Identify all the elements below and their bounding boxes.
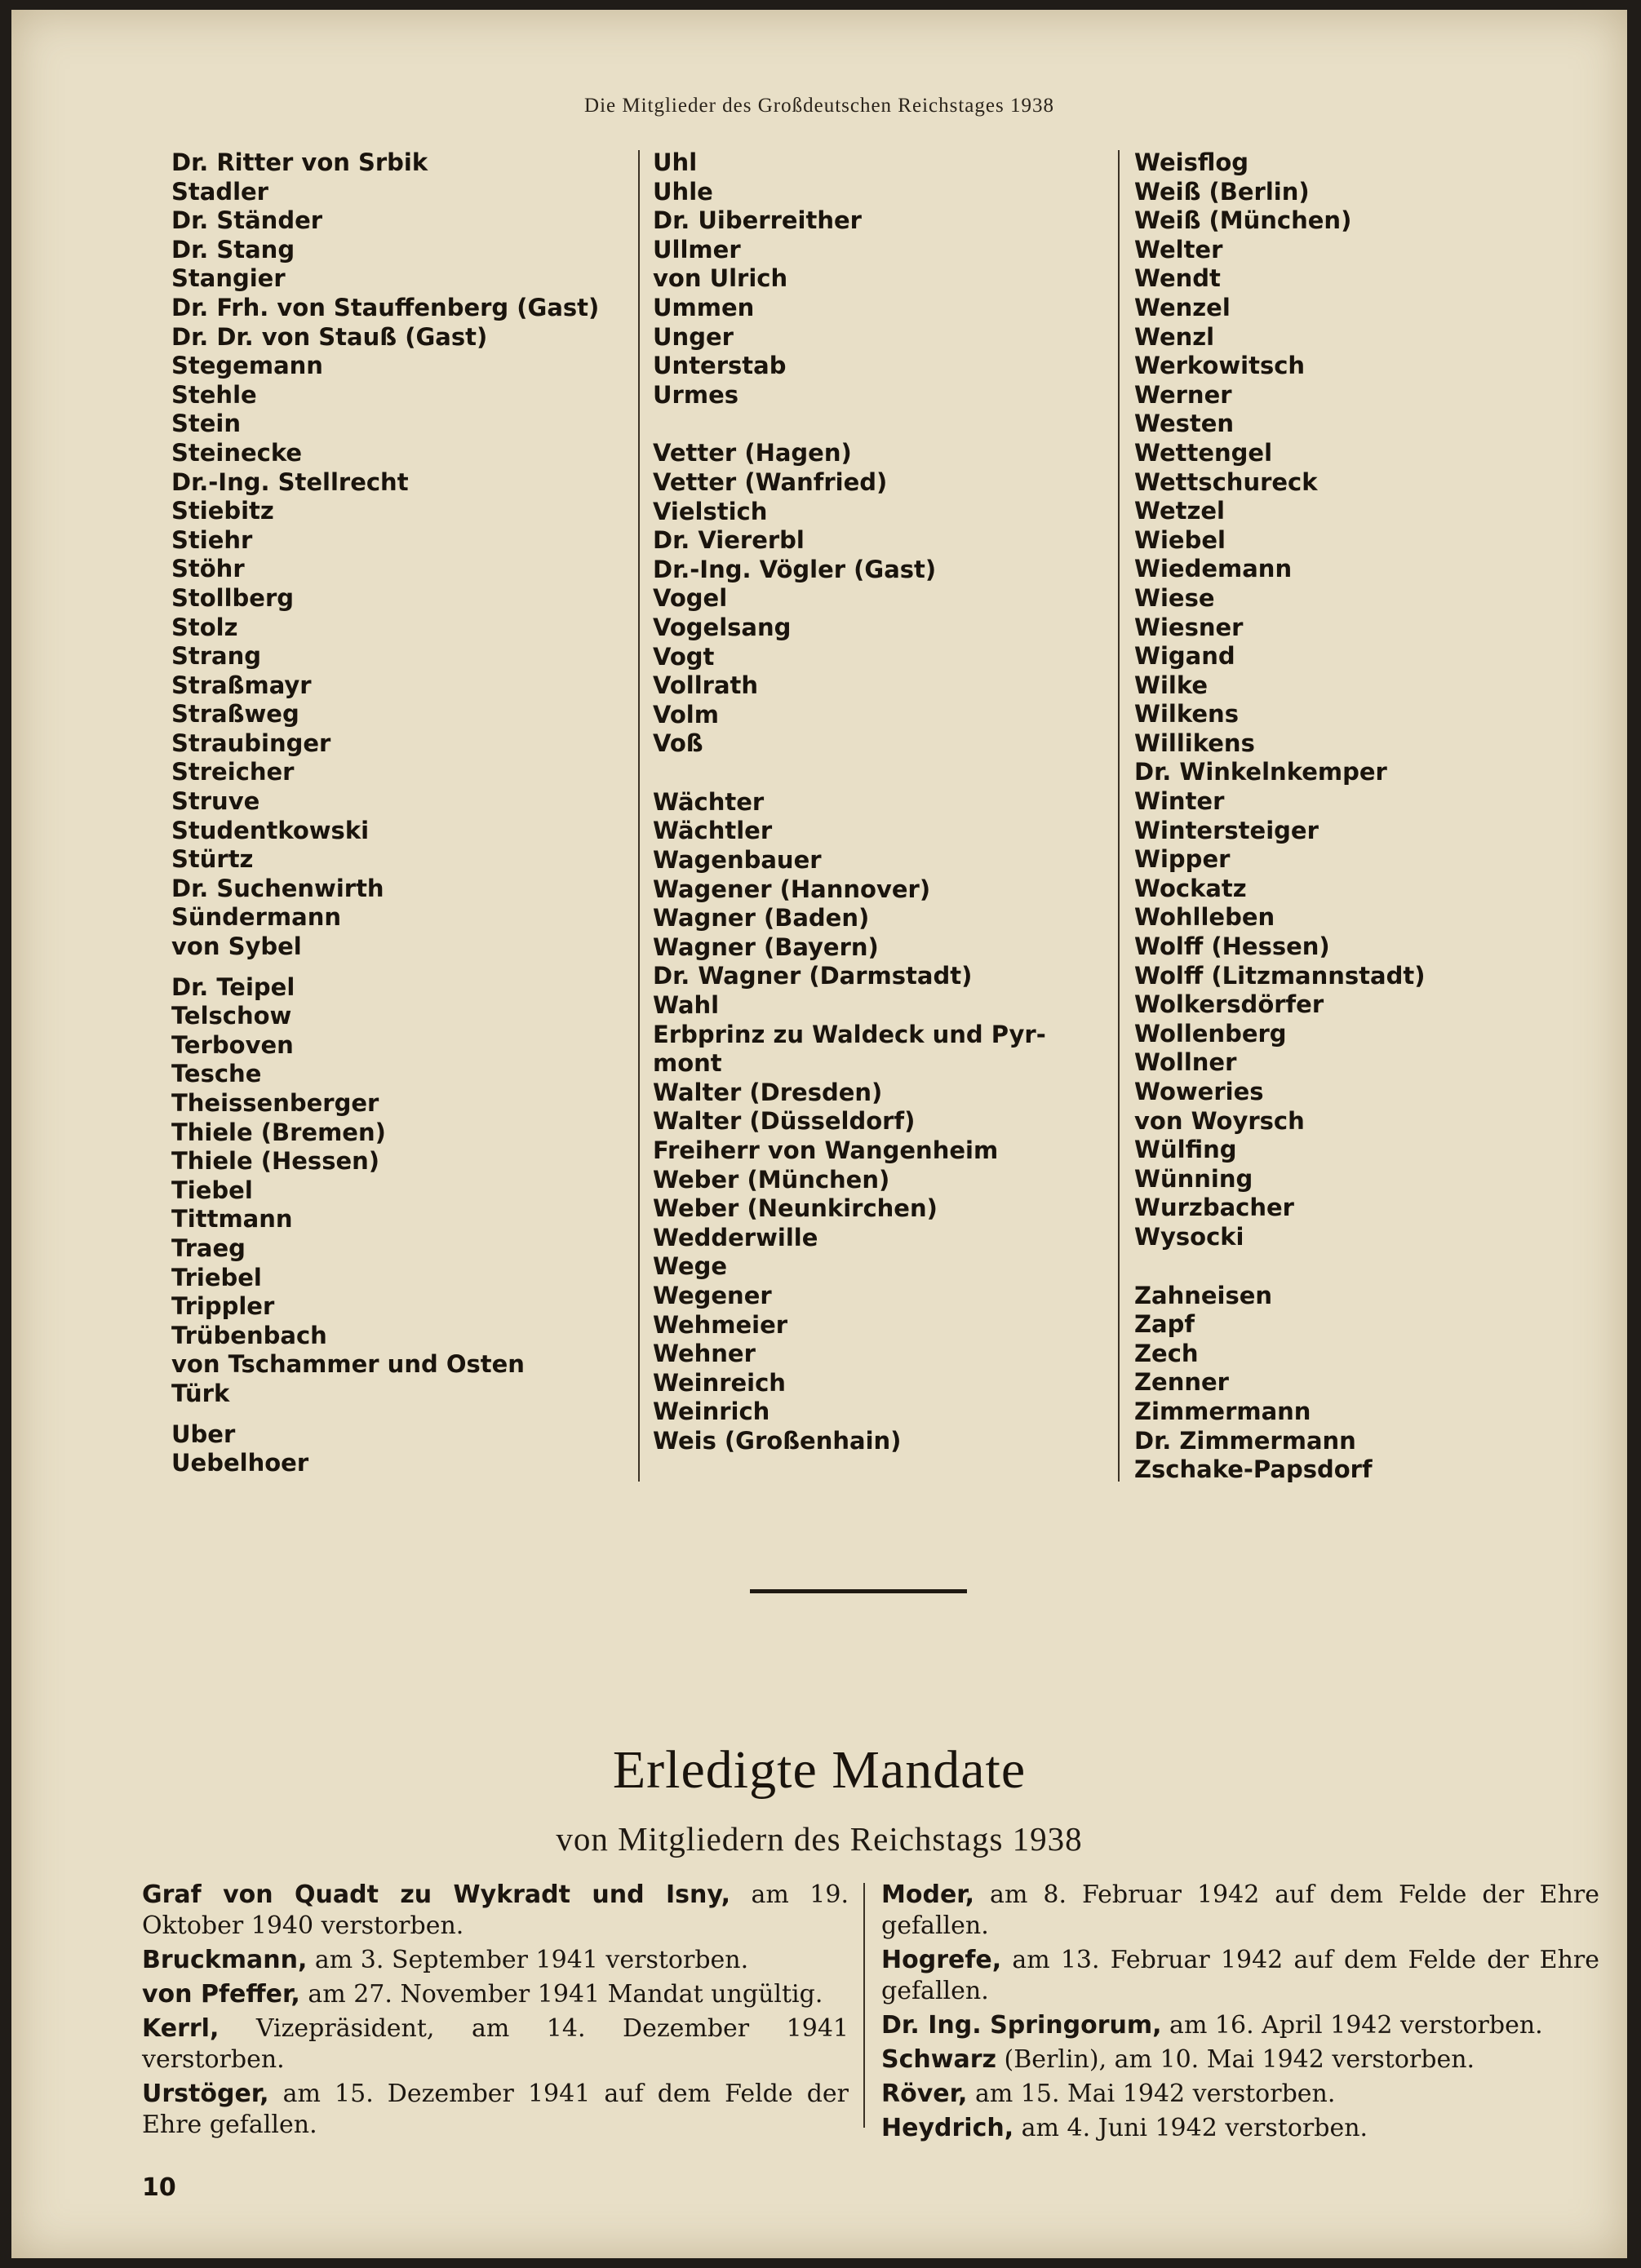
member-name: Kerrl, xyxy=(142,2014,220,2043)
member-name: Dr. Dr. von Stauß (Gast) xyxy=(171,322,488,351)
member-name: Theissenberger xyxy=(171,1089,379,1117)
member-name: Uebelhoer xyxy=(171,1449,309,1477)
member-name: Stolz xyxy=(171,613,238,641)
column-gap xyxy=(171,962,628,973)
member-name: Walter (Dresden) xyxy=(653,1078,883,1106)
mandate-note: Vizepräsident, am 14. Dezember 1941 verstorben. xyxy=(142,2014,849,2074)
member-name: Voß xyxy=(653,729,703,758)
members-column-2 xyxy=(653,148,1110,1456)
member-name: Welter xyxy=(1134,235,1223,264)
member-name: Straubinger xyxy=(171,729,331,757)
member-name: Bruckmann, xyxy=(142,1946,308,1974)
member-name: Weber (München) xyxy=(653,1165,890,1194)
member-name: Dr. Viererbl xyxy=(653,526,805,555)
member-name: Zenner xyxy=(1134,1368,1229,1397)
member-name: Vogel xyxy=(653,584,728,613)
mandate-entries-right xyxy=(881,1880,1599,2147)
member-name: Graf von Quadt zu Wykradt und Isny, xyxy=(142,1880,730,1909)
member-name: Wintersteiger xyxy=(1134,816,1319,844)
member-name: Wendt xyxy=(1134,264,1221,293)
member-name: Stiehr xyxy=(171,525,253,554)
mandate-entries-left xyxy=(142,1880,849,2144)
member-name: Röver, xyxy=(881,2080,968,2108)
member-name: Wahl xyxy=(653,991,720,1020)
member-name: Wockatz xyxy=(1134,874,1247,902)
member-name: Wegener xyxy=(653,1281,772,1309)
mandate-note: (Berlin), am 10. Mai 1942 verstorben. xyxy=(996,2045,1475,2074)
member-name: Dr.-Ing. Vögler (Gast) xyxy=(653,555,937,583)
member-name: Terboven xyxy=(171,1030,294,1059)
member-name: Wagenbauer xyxy=(653,846,822,875)
member-name: Werkowitsch xyxy=(1134,352,1306,380)
member-name: Wagner (Bayern) xyxy=(653,932,879,961)
member-name: Stadler xyxy=(171,177,268,206)
member-name: Wolkersdörfer xyxy=(1134,990,1324,1019)
member-name: Uber xyxy=(171,1420,236,1448)
member-name: Wenzel xyxy=(1134,293,1231,321)
member-name: Straßmayr xyxy=(171,671,312,699)
member-name: Dr. Suchenwirth xyxy=(171,874,384,902)
member-name: von Ulrich xyxy=(653,264,788,293)
member-name: Sündermann xyxy=(171,903,341,932)
member-name: Vollrath xyxy=(653,671,759,700)
member-name: Wiese xyxy=(1134,583,1215,612)
member-name: Dr. Teipel xyxy=(171,972,295,1001)
mandate-note: am 3. September 1941 verstorben. xyxy=(307,1946,749,1974)
member-name: Wysocki xyxy=(1134,1222,1244,1251)
member-name: Wächtler xyxy=(653,817,773,845)
member-name: Wolff (Litzmannstadt) xyxy=(1134,961,1426,990)
member-name: Wohlleben xyxy=(1134,903,1275,932)
column-divider-1 xyxy=(638,150,640,1482)
member-name: Wünning xyxy=(1134,1164,1253,1193)
member-name: Thiele (Bremen) xyxy=(171,1118,386,1146)
page-number: 10 xyxy=(142,2173,176,2202)
member-name: Dr. Uiberreither xyxy=(653,206,862,235)
running-head: Die Mitglieder des Großdeutschen Reichstages 1938 xyxy=(584,95,1054,117)
member-name: Zimmermann xyxy=(1134,1397,1311,1425)
member-name: Unger xyxy=(653,322,734,351)
member-name: Wächter xyxy=(653,787,765,816)
member-name: Stegemann xyxy=(171,352,323,380)
member-name: Streicher xyxy=(171,758,295,786)
member-name: Vielstich xyxy=(653,497,768,525)
member-name: Urmes xyxy=(653,380,738,409)
member-name: Winter xyxy=(1134,787,1225,816)
member-name: Tesche xyxy=(171,1060,262,1088)
member-name: Wipper xyxy=(1134,845,1231,874)
member-name: von Tschammer und Osten xyxy=(171,1350,525,1379)
member-name: Woweries xyxy=(1134,1078,1264,1105)
member-name: Telschow xyxy=(171,1002,292,1030)
mandate-note: am 8. Februar 1942 auf dem Felde der Ehre gefallen. xyxy=(881,1880,1599,1940)
member-name: Uhl xyxy=(653,148,698,176)
member-name: Zech xyxy=(1134,1339,1199,1367)
member-name: Wetzel xyxy=(1134,497,1225,525)
member-name: Dr. Zimmermann xyxy=(1134,1426,1356,1455)
mandate-entry xyxy=(881,2079,1599,2110)
member-name: Wiedemann xyxy=(1134,555,1293,583)
mandate-note: am 15. Mai 1942 verstorben. xyxy=(967,2080,1336,2108)
member-name: Wehner xyxy=(653,1340,756,1368)
member-name: Strang xyxy=(171,642,262,671)
member-name: Dr.-Ing. Stellrecht xyxy=(171,467,409,496)
member-name: Wettengel xyxy=(1134,438,1273,467)
member-name: Wollenberg xyxy=(1134,1019,1287,1048)
member-name: Schwarz xyxy=(881,2045,996,2074)
member-name: Wenzl xyxy=(1134,322,1215,351)
member-name: Wehmeier xyxy=(653,1310,788,1339)
member-name: Westen xyxy=(1134,410,1235,438)
member-name: Steinecke xyxy=(171,438,303,467)
member-name: mont xyxy=(653,1049,722,1078)
member-name: Vetter (Hagen) xyxy=(653,439,852,467)
member-name: Weis (Großenhain) xyxy=(653,1426,902,1455)
mandate-note: am 15. Dezember 1941 auf dem Felde der Ehre gefallen. xyxy=(142,2080,849,2139)
member-name: Dr. Wagner (Darmstadt) xyxy=(653,962,973,990)
mandate-entry xyxy=(142,1880,849,1942)
member-name: Traeg xyxy=(171,1234,246,1262)
mandate-entry xyxy=(142,2079,849,2141)
member-name: Straßweg xyxy=(171,700,299,729)
member-name: Dr. Winkelnkemper xyxy=(1134,758,1387,786)
member-name: Stollberg xyxy=(171,583,295,612)
member-name: Zapf xyxy=(1134,1310,1195,1339)
member-name: Wolff (Hessen) xyxy=(1134,932,1330,961)
member-name: Stehle xyxy=(171,380,257,409)
member-name: Tiebel xyxy=(171,1176,253,1204)
mandate-entry xyxy=(142,2013,849,2075)
members-column-3 xyxy=(1134,148,1591,1485)
member-name: Erbprinz zu Waldeck und Pyr- xyxy=(653,1020,1046,1048)
member-name: Dr. Frh. von Stauffenberg (Gast) xyxy=(171,293,600,321)
member-name: Uhle xyxy=(653,177,713,206)
member-name: Triebel xyxy=(171,1263,262,1291)
member-name: Heydrich, xyxy=(881,2114,1014,2142)
mandate-entry xyxy=(881,1880,1599,1942)
member-name: Volm xyxy=(653,700,719,729)
member-name: Hogrefe, xyxy=(881,1946,1002,1974)
member-name: Urstöger, xyxy=(142,2080,269,2108)
member-name: Struve xyxy=(171,787,260,816)
member-name: Stiebitz xyxy=(171,497,274,525)
mandate-entry xyxy=(881,2113,1599,2144)
member-name: Wollner xyxy=(1134,1048,1237,1077)
mandate-entry xyxy=(881,1945,1599,2007)
member-name: Wurzbacher xyxy=(1134,1194,1294,1222)
member-name: Trippler xyxy=(171,1292,275,1321)
column-divider-3 xyxy=(863,1883,865,2128)
member-name: Studentkowski xyxy=(171,816,370,844)
mandate-entry xyxy=(881,2010,1599,2041)
member-name: Weber (Neunkirchen) xyxy=(653,1194,938,1223)
member-name: Unterstab xyxy=(653,352,787,380)
member-name: Stangier xyxy=(171,264,286,293)
member-name: Dr. Ritter von Srbik xyxy=(171,148,428,176)
member-name: Wilke xyxy=(1134,671,1209,699)
member-name: Wiesner xyxy=(1134,613,1244,641)
column-divider-2 xyxy=(1118,150,1120,1482)
mandate-note: am 19. Oktober 1940 verstorben. xyxy=(142,1880,849,1940)
member-name: Weinreich xyxy=(653,1368,786,1397)
section-subtitle: von Mitgliedern des Reichstags 1938 xyxy=(556,1820,1083,1858)
member-name: von Sybel xyxy=(171,932,302,961)
member-name: Wettschureck xyxy=(1134,467,1318,496)
member-name: Walter (Düsseldorf) xyxy=(653,1107,916,1136)
column-gap xyxy=(171,1409,628,1420)
member-name: Wilkens xyxy=(1134,700,1239,729)
document-page xyxy=(11,10,1627,2258)
member-name: Tittmann xyxy=(171,1205,293,1234)
members-column-1 xyxy=(171,148,628,1478)
member-name: Trübenbach xyxy=(171,1321,327,1349)
mandate-entry xyxy=(881,2044,1599,2075)
column-gap xyxy=(1134,1252,1591,1282)
member-name: Freiherr von Wangenheim xyxy=(653,1136,999,1164)
section-title: Erledigte Mandate xyxy=(612,1740,1027,1800)
member-name: Werner xyxy=(1134,380,1232,409)
member-name: Türk xyxy=(171,1379,230,1407)
member-name: Wiebel xyxy=(1134,525,1226,554)
member-name: Zschake-Papsdorf xyxy=(1134,1455,1373,1484)
member-name: Vogt xyxy=(653,642,715,671)
section-separator xyxy=(750,1589,967,1593)
member-name: Stein xyxy=(171,410,242,438)
mandate-entry xyxy=(142,1945,849,1976)
member-name: Vogelsang xyxy=(653,613,792,641)
mandate-note: am 4. Juni 1942 verstorben. xyxy=(1013,2114,1368,2142)
mandate-note: am 16. April 1942 verstorben. xyxy=(1161,2011,1543,2040)
mandate-note: am 13. Februar 1942 auf dem Felde der Ehre gefallen. xyxy=(881,1946,1599,2005)
member-name: Wedderwille xyxy=(653,1223,818,1251)
member-name: Wigand xyxy=(1134,642,1235,671)
member-name: Ullmer xyxy=(653,235,741,264)
member-name: Ummen xyxy=(653,293,755,321)
member-name: Weisflog xyxy=(1134,148,1249,176)
member-name: Wagner (Baden) xyxy=(653,904,870,932)
mandate-entry xyxy=(142,1979,849,2010)
member-name: Weiß (Berlin) xyxy=(1134,177,1310,206)
member-name: Dr. Stang xyxy=(171,235,295,264)
member-name: von Pfeffer, xyxy=(142,1980,300,2009)
member-name: Wagener (Hannover) xyxy=(653,875,931,903)
member-name: Dr. Ing. Springorum, xyxy=(881,2011,1162,2040)
member-name: Dr. Ständer xyxy=(171,206,323,235)
member-name: Stöhr xyxy=(171,555,245,583)
member-name: Stürtz xyxy=(171,845,254,874)
member-name: Zahneisen xyxy=(1134,1281,1273,1309)
member-name: Thiele (Hessen) xyxy=(171,1147,380,1176)
member-name: Weiß (München) xyxy=(1134,206,1352,235)
mandate-note: am 27. November 1941 Mandat ungültig. xyxy=(299,1980,823,2009)
member-name: Moder, xyxy=(881,1880,975,1909)
member-name: Willikens xyxy=(1134,729,1255,757)
member-name: Wülfing xyxy=(1134,1136,1237,1164)
member-name: Vetter (Wanfried) xyxy=(653,467,888,496)
column-gap xyxy=(653,759,1110,788)
member-name: Weinrich xyxy=(653,1398,770,1426)
member-name: von Woyrsch xyxy=(1134,1106,1305,1135)
column-gap xyxy=(653,410,1110,439)
member-name: Wege xyxy=(653,1252,728,1281)
